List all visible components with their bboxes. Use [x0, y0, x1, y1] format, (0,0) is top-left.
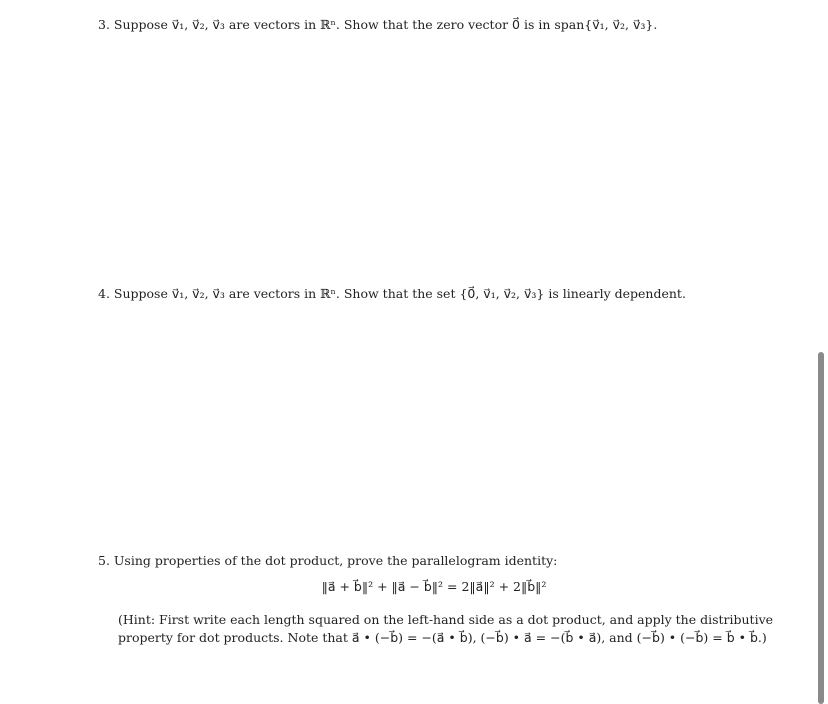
problem-3-text: 3. Suppose v⃗₁, v⃗₂, v⃗₃ are vectors in ℝⁿ. Show that the zero vector 0⃗ is in span{v⃗₁, v⃗₂, v⃗₃}.: [98, 17, 658, 32]
hint-line-1: (Hint: First write each length squared on the left-hand side as a dot product, and apply the distributive: [118, 612, 774, 627]
problem-4-text: 4. Suppose v⃗₁, v⃗₂, v⃗₃ are vectors in ℝⁿ. Show that the set {0⃗, v⃗₁, v⃗₂, v⃗₃} is linearly dependent.: [98, 286, 686, 301]
vertical-scrollbar[interactable]: [818, 352, 824, 704]
problem-5-hint: [118, 611, 774, 647]
parallelogram-identity-equation: ‖a⃗ + b⃗‖² + ‖a⃗ − b⃗‖² = 2‖a⃗‖² + 2‖b⃗‖²: [321, 579, 547, 594]
hint-line-2: property for dot products. Note that a⃗ • (−b⃗) = −(a⃗ • b⃗), (−b⃗) • a⃗ = −(b⃗ • a⃗), and (−b⃗) • (−b⃗) = b⃗ • b⃗.): [118, 630, 767, 645]
problem-5-text: 5. Using properties of the dot product, prove the parallelogram identity:: [98, 553, 558, 568]
